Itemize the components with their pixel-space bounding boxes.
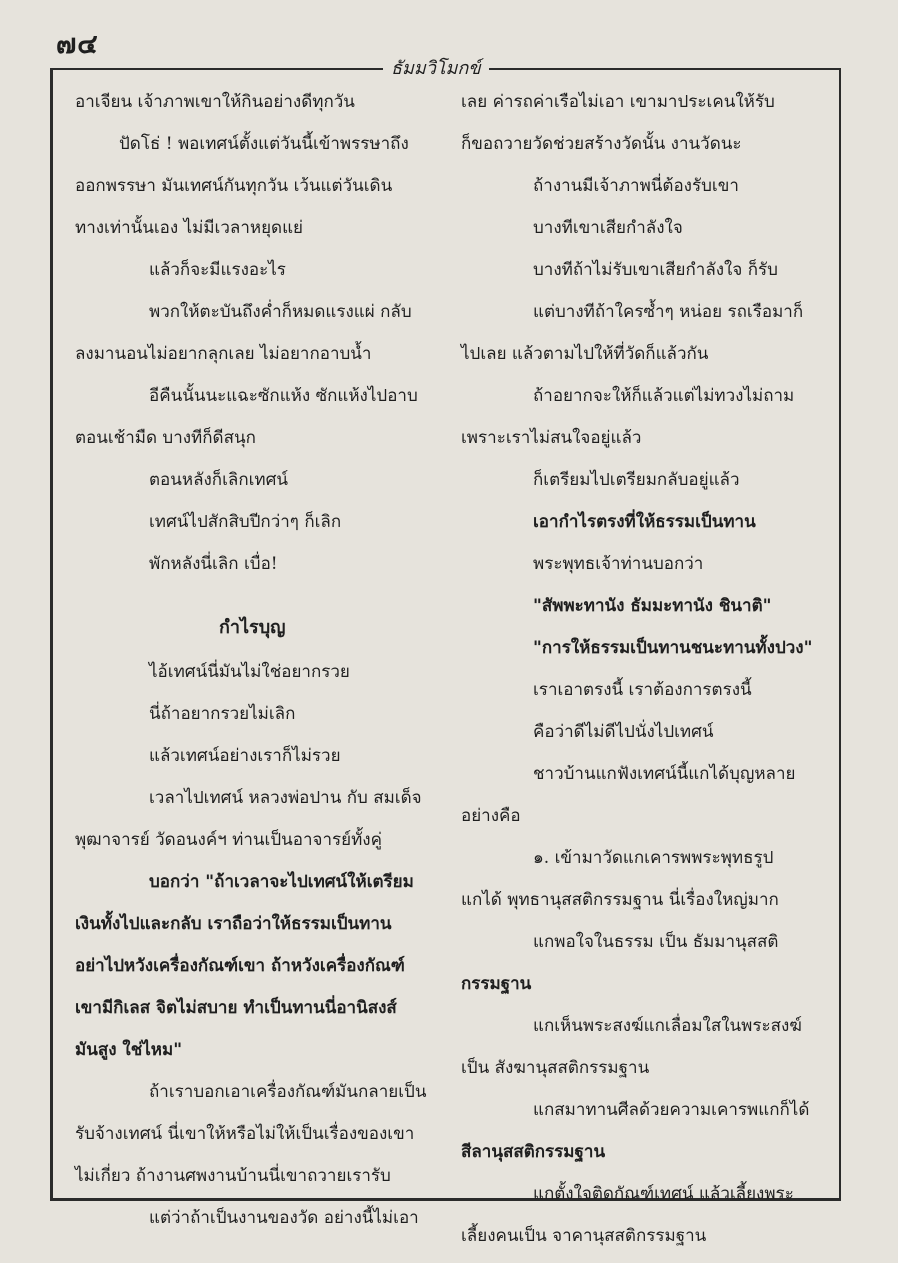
- text-line: แต่ว่าถ้าเป็นงานของวัด อย่างนี้ไม่เอา: [149, 1208, 419, 1228]
- text-line: แกเห็นพระสงฆ์แกเลื่อมใสในพระสงฆ์: [533, 1016, 802, 1036]
- text-line: แกตั้งใจติดกัณฑ์เทศน์ แล้วเลี้ยงพระ: [533, 1184, 794, 1204]
- text-line: ถ้าอยากจะให้ก็แล้วแต่ไม่ทวงไม่ถาม: [533, 386, 795, 406]
- text-line: ก็ขอถวายวัดช่วยสร้างวัดนั้น งานวัดนะ: [461, 134, 742, 154]
- text-line: เลย ค่ารถค่าเรือไม่เอา เขามาประเคนให้รับ: [461, 92, 775, 112]
- quote-pali: "สัพพะทานัง ธัมมะทานัง ชินาติ": [533, 596, 772, 616]
- quote-thai: "การให้ธรรมเป็นทานชนะทานทั้งปวง": [533, 638, 813, 658]
- text-line: นี่ถ้าอยากรวยไม่เลิก: [149, 704, 296, 724]
- text-line: ตอนหลังก็เลิกเทศน์: [149, 470, 289, 490]
- text-line: ปัดโธ่ ! พอเทศน์ตั้งแต่วันนี้เข้าพรรษาถึง: [119, 134, 409, 154]
- text-line: เขามีกิเลส จิตไม่สบาย ทำเป็นทานนี่อานิสงส์: [75, 998, 397, 1018]
- text-line: อีคืนนั้นนะแฉะซักแห้ง ซักแห้งไปอาบ: [149, 386, 418, 406]
- text-line: เงินทั้งไปและกลับ เราถือว่าให้ธรรมเป็นทาน: [75, 914, 392, 934]
- text-line: ทางเท่านั้นเอง ไม่มีเวลาหยุดแย่: [75, 218, 303, 238]
- text-line: พุฒาจารย์ วัดอนงค์ฯ ท่านเป็นอาจารย์ทั้งคู่: [75, 830, 382, 850]
- text-line: แกได้ พุทธานุสสติกรรมฐาน นี่เรื่องใหญ่มาก: [461, 890, 779, 910]
- text-line: ก็เตรียมไปเตรียมกลับอยู่แล้ว: [533, 470, 740, 490]
- text-line: ถ้าเราบอกเอาเครื่องกัณฑ์มันกลายเป็น: [149, 1082, 427, 1102]
- text-line: สีลานุสสติกรรมฐาน: [461, 1142, 606, 1162]
- text-line: ๑. เข้ามาวัดแกเคารพพระพุทธรูป: [533, 848, 774, 868]
- text-line: พักหลังนี่เลิก เบื่อ!: [149, 554, 278, 574]
- text-line: กรรมฐาน: [461, 974, 532, 994]
- text-line: เอากำไรตรงที่ให้ธรรมเป็นทาน: [533, 512, 756, 532]
- text-line: ไอ้เทศน์นี่มันไม่ใช่อยากรวย: [149, 662, 350, 682]
- text-line: เราเอาตรงนี้ เราต้องการตรงนี้: [533, 680, 752, 700]
- running-header-title: ธัมมวิโมกข์: [383, 56, 489, 82]
- text-line: แต่บางทีถ้าใครซ้ำๆ หน่อย รถเรือมาก็: [533, 302, 804, 322]
- text-line: คือว่าดีไม่ดีไปนั่งไปเทศน์: [533, 722, 714, 742]
- text-line: ลงมานอนไม่อยากลุกเลย ไม่อยากอาบน้ำ: [75, 344, 372, 364]
- text-line: รับจ้างเทศน์ นี่เขาให้หรือไม่ให้เป็นเรื่องของเขา: [75, 1124, 415, 1144]
- text-frame: [50, 58, 841, 1246]
- text-line: เทศน์ไปสักสิบปีกว่าๆ ก็เลิก: [149, 512, 342, 532]
- text-line: อย่างคือ: [461, 806, 521, 826]
- text-line: เพราะเราไม่สนใจอยู่แล้ว: [461, 428, 642, 448]
- text-line: เลี้ยงคนเป็น จาคานุสสติกรรมฐาน: [461, 1226, 707, 1246]
- text-line: ออกพรรษา มันเทศน์กันทุกวัน เว้นแต่วันเดิน: [75, 176, 393, 196]
- text-line: ถ้างานมีเจ้าภาพนี่ต้องรับเขา: [533, 176, 739, 196]
- text-line: บอกว่า "ถ้าเวลาจะไปเทศน์ให้เตรียม: [149, 872, 414, 892]
- text-line: อย่าไปหวังเครื่องกัณฑ์เขา ถ้าหวังเครื่องกัณฑ์: [75, 956, 405, 976]
- text-line: เป็น สังฆานุสสติกรรมฐาน: [461, 1058, 650, 1078]
- text-line: พระพุทธเจ้าท่านบอกว่า: [533, 554, 704, 574]
- text-line: ไม่เกี่ยว ถ้างานศพงานบ้านนี่เขาถวายเรารับ: [75, 1166, 391, 1186]
- text-line: ไปเลย แล้วตามไปให้ที่วัดก็แล้วกัน: [461, 344, 709, 364]
- page-number: ๗๔: [56, 29, 99, 60]
- text-line: แกพอใจในธรรม เป็น ธัมมานุสสติ: [533, 932, 779, 952]
- section-heading: กำไรบุญ: [219, 617, 286, 638]
- text-line: มันสูง ใช่ไหม": [75, 1040, 183, 1060]
- text-line: ตอนเช้ามืด บางทีก็ดีสนุก: [75, 428, 256, 448]
- text-line: แล้วเทศน์อย่างเราก็ไม่รวย: [149, 746, 341, 766]
- text-line: อาเจียน เจ้าภาพเขาให้กินอย่างดีทุกวัน: [75, 92, 355, 112]
- text-line: เวลาไปเทศน์ หลวงพ่อปาน กับ สมเด็จ: [149, 788, 422, 808]
- text-line: แกสมาทานศีลด้วยความเคารพแกก็ได้: [533, 1100, 810, 1120]
- text-line: ชาวบ้านแกฟังเทศน์นี้แกได้บุญหลาย: [533, 764, 796, 784]
- text-line: บางทีถ้าไม่รับเขาเสียกำลังใจ ก็รับ: [533, 260, 778, 280]
- text-line: พวกให้ตะบันถึงค่ำก็หมดแรงแผ่ กลับ: [149, 302, 412, 322]
- text-line: แล้วก็จะมีแรงอะไร: [149, 260, 286, 280]
- text-line: บางทีเขาเสียกำลังใจ: [533, 218, 683, 238]
